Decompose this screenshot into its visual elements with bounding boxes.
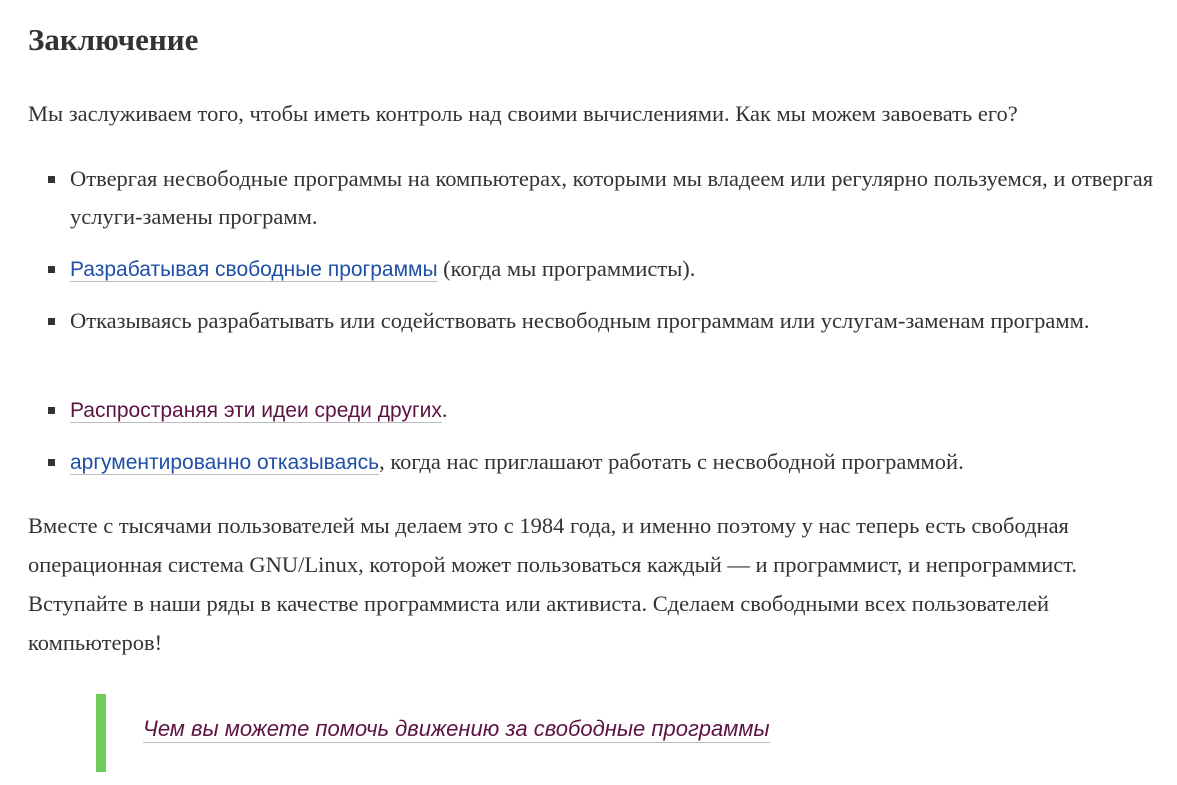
square-bullet-icon	[48, 318, 55, 325]
callout-box	[96, 694, 1006, 772]
list-item	[28, 160, 1160, 236]
outro-paragraph: Вместе с тысячами пользователей мы делаем это с 1984 года, и именно поэтому у нас теперь есть свободная операционная система GNU/Linux, которой может пользоваться каждый — и программист, и непрограммист. Вступайте в наши ряды в качестве программиста или активиста. Сделаем свободными всех пользователей компьютеров!	[28, 513, 1078, 655]
develop-free-software-link[interactable]: Разрабатывая свободные программы	[70, 258, 438, 281]
square-bullet-icon	[48, 176, 55, 183]
list-item-text: , когда нас приглашают работать с несвободной программой.	[379, 449, 964, 474]
list-item-text: Отказываясь разрабатывать или содействовать несвободным программам или услугам-заменам программ.	[70, 308, 1090, 333]
square-bullet-icon	[48, 266, 55, 273]
list-item	[28, 302, 1160, 340]
list-item-text: .	[441, 397, 448, 422]
section-heading: Заключение	[28, 22, 199, 57]
help-movement-link[interactable]: Чем вы можете помочь движению за свободные программы	[143, 716, 770, 741]
square-bullet-icon	[48, 459, 55, 466]
spread-ideas-link[interactable]: Распространяя эти идеи среди других	[70, 399, 442, 422]
intro-paragraph: Мы заслуживаем того, чтобы иметь контроль над своими вычислениями. Как мы можем завоевать его?	[28, 101, 1018, 126]
list-item-text: (когда мы программисты).	[437, 256, 696, 281]
list-item	[28, 391, 1160, 430]
refuse-with-arguments-link[interactable]: аргументированно отказываясь	[70, 451, 380, 474]
list-item	[28, 250, 1160, 289]
square-bullet-icon	[48, 407, 55, 414]
list-item-text: Отвергая несвободные программы на компьютерах, которыми мы владеем или регулярно пользуемся, и отвергая услуги-замены программ.	[70, 166, 1154, 229]
list-item	[28, 443, 1160, 482]
